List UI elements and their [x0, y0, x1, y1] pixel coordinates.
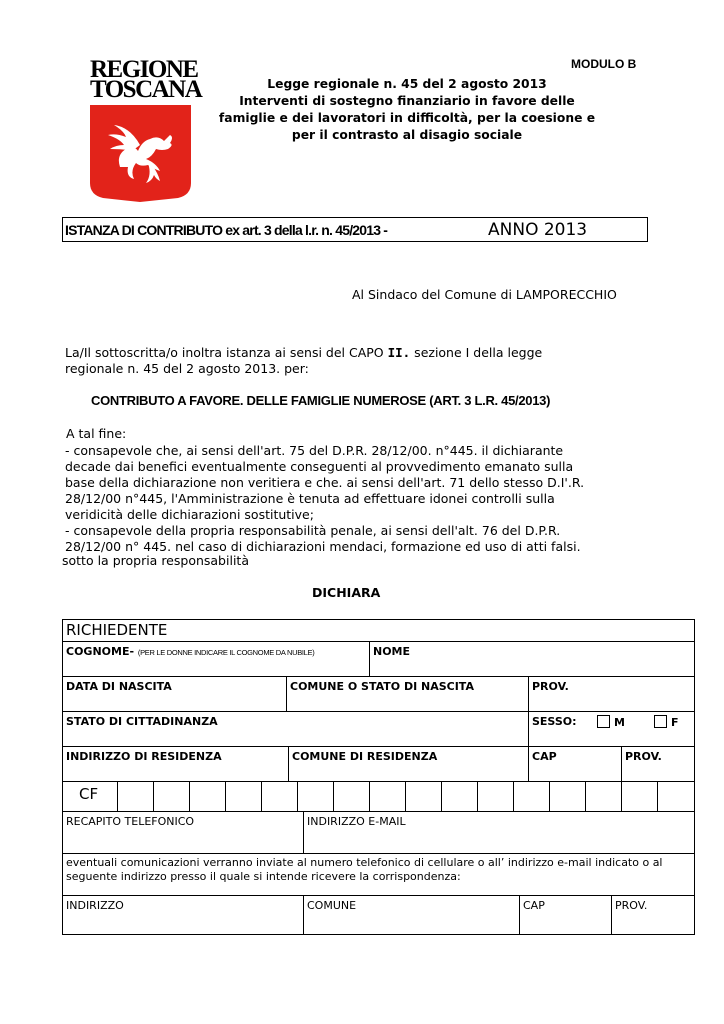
cf-box[interactable]: [621, 782, 657, 811]
istanza-year: ANNO 2013: [488, 220, 588, 240]
comune-residenza-label: COMUNE DI RESIDENZA: [292, 750, 438, 763]
prov3-label: PROV.: [615, 899, 648, 912]
cf-box[interactable]: [153, 782, 189, 811]
region-shield-logo: [90, 105, 191, 202]
form-section-header: [62, 619, 695, 642]
comune-field[interactable]: [303, 896, 519, 934]
law-line-1: Legge regionale n. 45 del 2 agosto 2013: [267, 77, 547, 91]
checkbox-m[interactable]: [597, 715, 610, 728]
region-logo-text: [90, 56, 202, 103]
cognome-note: (PER LE DONNE INDICARE IL COGNOME DA NUBILE): [137, 648, 315, 657]
cf-box[interactable]: [333, 782, 369, 811]
dichiara-heading: DICHIARA: [312, 585, 381, 600]
recipient-line: Al Sindaco del Comune di LAMPORECCHIO: [352, 287, 617, 302]
intro-line-2: regionale n. 45 del 2 agosto 2013. per:: [65, 361, 309, 376]
data-nascita-field[interactable]: [63, 677, 286, 711]
cf-label: CF: [79, 785, 99, 803]
declaration-line: veridicità delle dichiarazioni sostitutive;: [65, 507, 314, 522]
indirizzo-field[interactable]: [63, 896, 303, 934]
law-title: [196, 76, 618, 144]
comunicazioni-text: eventuali comunicazioni verranno inviate al numero telefonico di cellulare o all’ indirizzo e-mail indicato o al seguente indirizzo presso il quale si intende ricevere la corrispondenza:: [66, 856, 663, 883]
cf-box[interactable]: [441, 782, 477, 811]
declaration-line: - consapevole che, ai sensi dell'art. 75 del D.P.R. 28/12/00. n°445. il dichiarante: [65, 443, 564, 458]
law-line-4: per il contrasto al disagio sociale: [291, 128, 523, 142]
capo-number: II.: [387, 345, 411, 360]
comune-label: COMUNE: [307, 899, 357, 912]
form-row-birth: [62, 677, 695, 712]
cf-box[interactable]: [117, 782, 153, 811]
cittadinanza-field[interactable]: [63, 712, 528, 746]
declaration-line: decade dai benefici eventualmente conseguenti al provvedimento emanato sulla: [65, 459, 574, 474]
comune-residenza-field[interactable]: [288, 747, 528, 781]
cf-box[interactable]: [369, 782, 405, 811]
intro-paragraph: [65, 345, 625, 377]
prov-nascita-field[interactable]: [528, 677, 694, 711]
cf-box[interactable]: [477, 782, 513, 811]
cap-field[interactable]: [528, 747, 621, 781]
applicant-form: [62, 619, 695, 935]
sesso-field: [528, 712, 694, 746]
data-nascita-label: DATA DI NASCITA: [66, 680, 172, 693]
section-title: RICHIEDENTE: [66, 621, 168, 639]
form-row-cf: [62, 782, 695, 812]
cf-box[interactable]: [657, 782, 694, 811]
pegasus-icon: [90, 105, 191, 202]
cognome-field[interactable]: [63, 642, 369, 676]
sesso-f-option[interactable]: [654, 715, 679, 729]
law-line-2: Interventi di sostegno finanziario in favore delle: [239, 94, 575, 108]
cf-box[interactable]: [261, 782, 297, 811]
contribution-title: CONTRIBUTO A FAVORE. DELLE FAMIGLIE NUMEROSE (ART. 3 L.R. 45/2013): [91, 393, 551, 408]
form-row-contacts: [62, 812, 695, 854]
email-label: INDIRIZZO E-MAIL: [307, 815, 406, 828]
a-tal-fine: A tal fine:: [66, 426, 127, 441]
form-row-name: [62, 642, 695, 677]
responsibility-line: sotto la propria responsabilità: [62, 553, 249, 568]
form-row-citizenship: [62, 712, 695, 747]
cf-label-cell: [63, 782, 117, 811]
prov3-field[interactable]: [611, 896, 694, 934]
intro-text-post: sezione I della legge: [410, 345, 543, 360]
istanza-title-box: [62, 217, 648, 242]
form-row-comunicazioni: [62, 854, 695, 896]
cf-box[interactable]: [513, 782, 549, 811]
cf-box[interactable]: [405, 782, 441, 811]
intro-text: La/Il sottoscritta/o inoltra istanza ai sensi del CAPO: [65, 345, 388, 360]
cap2-label: CAP: [523, 899, 545, 912]
istanza-title: ISTANZA DI CONTRIBUTO ex art. 3 della l.r. n. 45/2013 -: [65, 222, 388, 238]
indirizzo-label: INDIRIZZO: [66, 899, 124, 912]
cf-box[interactable]: [549, 782, 585, 811]
nome-label: NOME: [373, 645, 411, 658]
cognome-label: COGNOME-: [66, 645, 135, 658]
cf-box[interactable]: [297, 782, 333, 811]
form-row-residence: [62, 747, 695, 782]
form-row-address: [62, 896, 695, 935]
comune-nascita-field[interactable]: [286, 677, 528, 711]
sesso-m-option[interactable]: [597, 715, 625, 729]
prov-label: PROV.: [532, 680, 569, 693]
indirizzo-residenza-label: INDIRIZZO DI RESIDENZA: [66, 750, 222, 763]
cf-box[interactable]: [189, 782, 225, 811]
declaration-line: base della dichiarazione non veritiera e che. ai sensi dell'art. 71 dello stesso D.I'.R.: [65, 475, 585, 490]
sesso-label: SESSO:: [532, 715, 577, 728]
cf-box[interactable]: [225, 782, 261, 811]
sesso-f-label: F: [671, 716, 679, 729]
recapito-field[interactable]: [63, 812, 303, 853]
comune-nascita-label: COMUNE O STATO DI NASCITA: [290, 680, 474, 693]
cap-label: CAP: [532, 750, 557, 763]
declaration-line: 28/12/00 n°445, l'Amministrazione è tenuta ad effettuare idonei controlli sulla: [65, 491, 555, 506]
logo-line-2: TOSCANA: [90, 76, 202, 103]
declaration-text: [65, 443, 631, 555]
declaration-line: 28/12/00 n° 445. nel caso di dichiarazioni mendaci, formazione ed uso di atti falsi.: [65, 539, 581, 554]
email-field[interactable]: [303, 812, 694, 853]
cf-box[interactable]: [585, 782, 621, 811]
cap2-field[interactable]: [519, 896, 611, 934]
prov-residenza-label: PROV.: [625, 750, 662, 763]
indirizzo-residenza-field[interactable]: [63, 747, 288, 781]
checkbox-f[interactable]: [654, 715, 667, 728]
nome-field[interactable]: [369, 642, 694, 676]
sesso-m-label: M: [614, 716, 625, 729]
declaration-line: - consapevole della propria responsabilità penale, ai sensi dell'alt. 76 del D.P.R.: [65, 523, 561, 538]
logo-line-1: REGIONE: [90, 56, 198, 83]
cittadinanza-label: STATO DI CITTADINANZA: [66, 715, 218, 728]
recapito-label: RECAPITO TELEFONICO: [66, 815, 195, 828]
prov-residenza-field[interactable]: [621, 747, 694, 781]
modulo-label: MODULO B: [571, 57, 637, 71]
law-line-3: famiglie e dei lavoratori in difficoltà, per la coesione e: [218, 111, 596, 125]
